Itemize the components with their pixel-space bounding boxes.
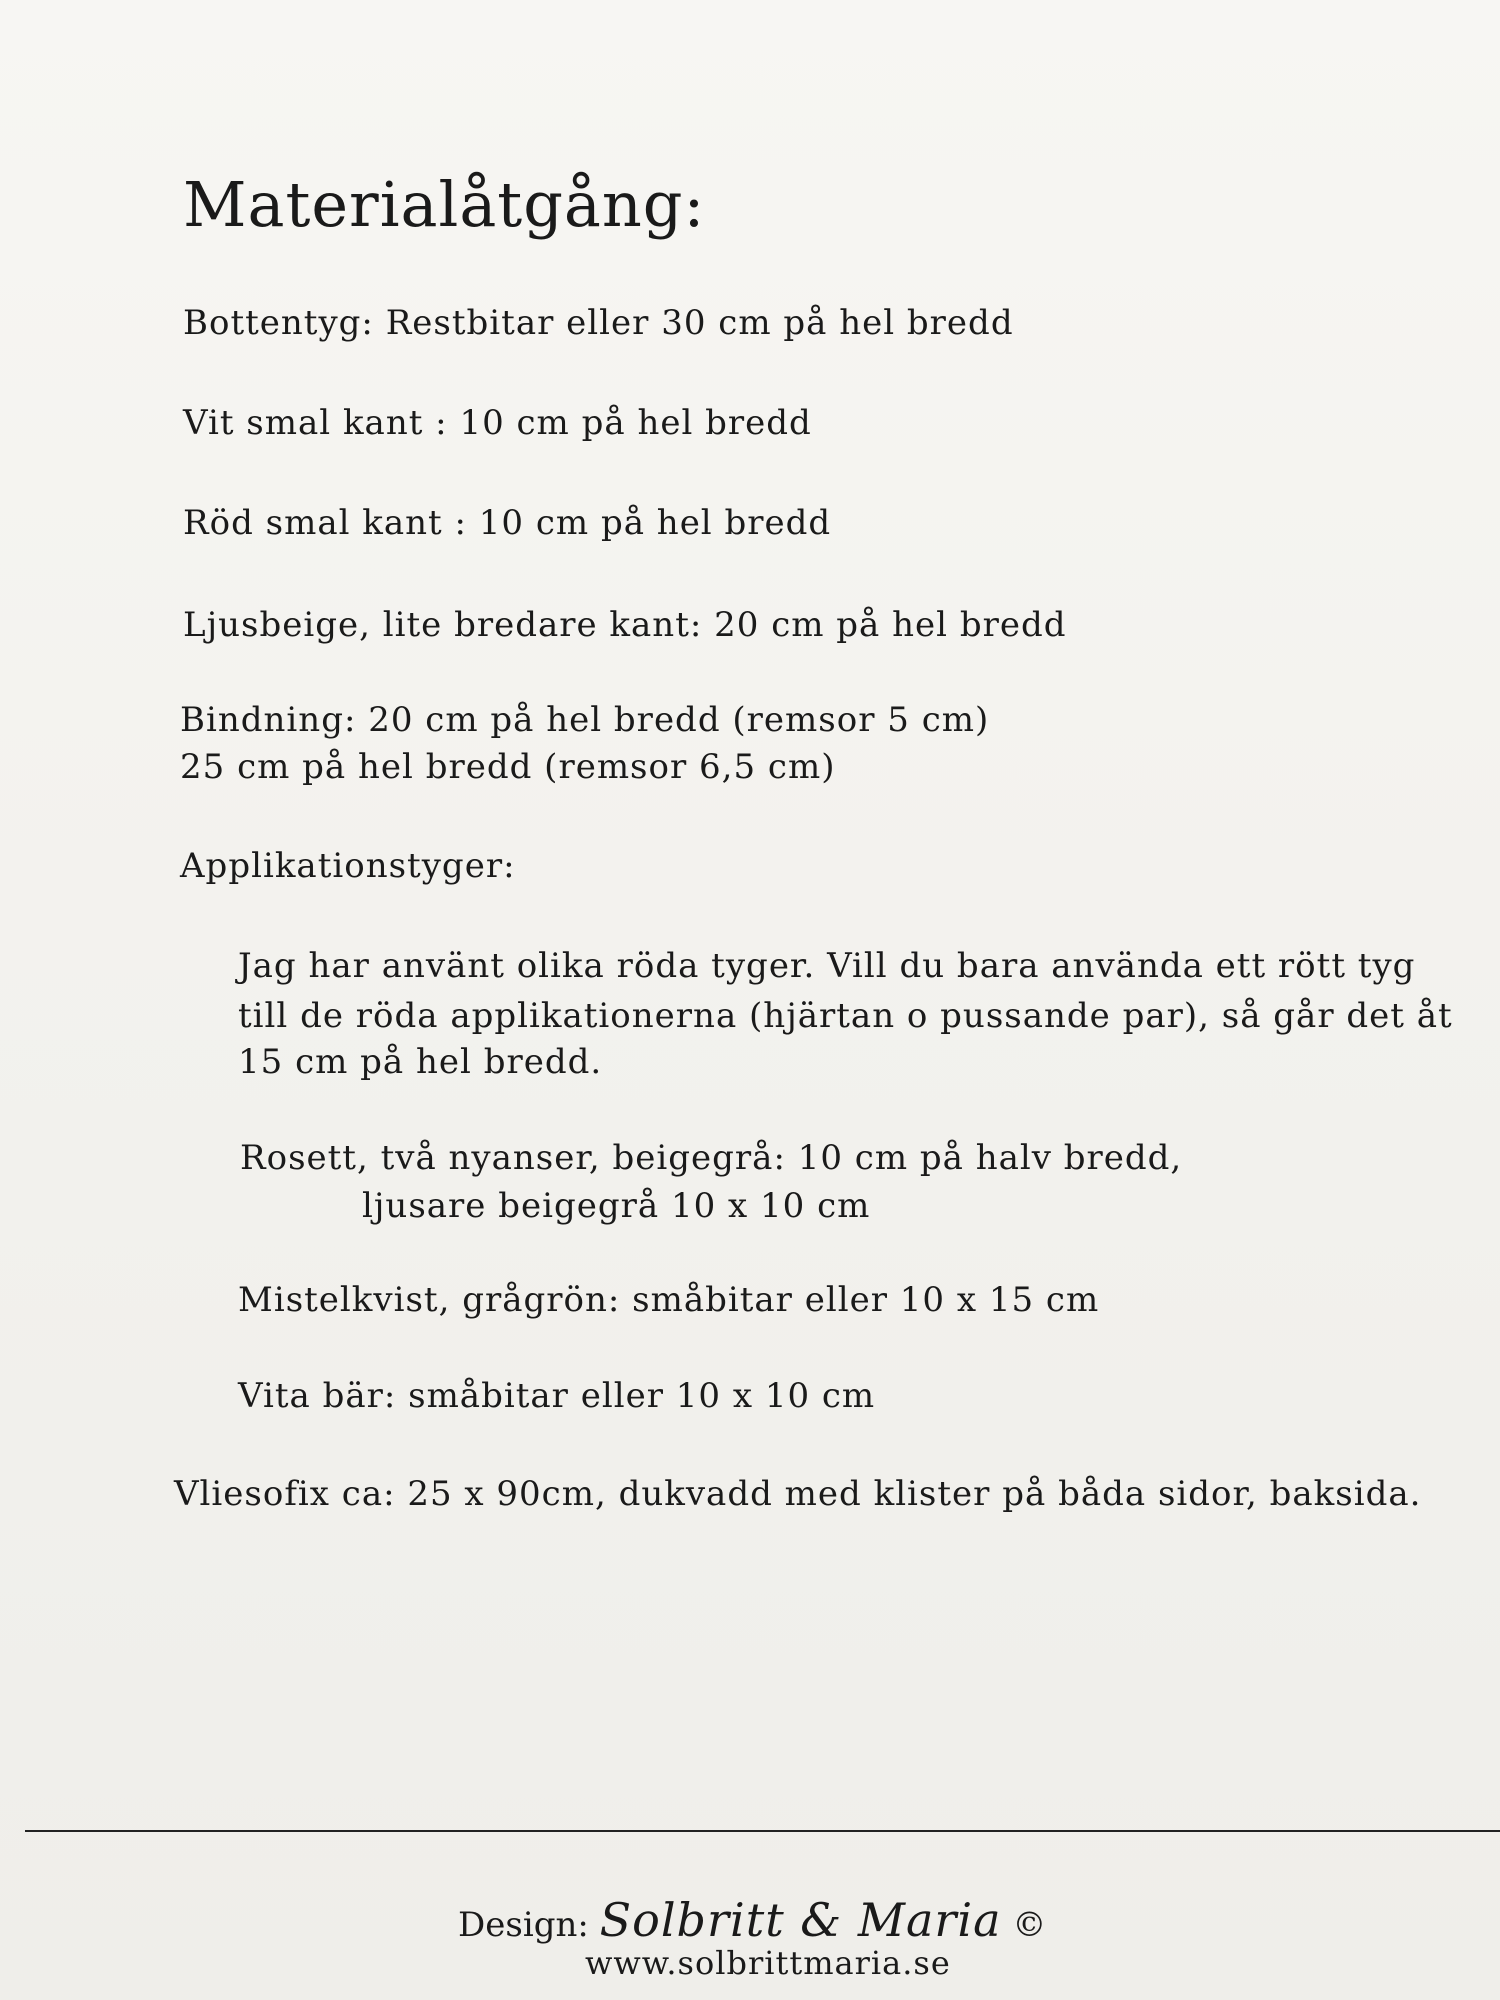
applikation-text-line-3: 15 cm på hel bredd. [238,1042,603,1082]
material-line-vita-bar: Vita bär: småbitar eller 10 x 10 cm [238,1376,876,1416]
copyright-symbol: © [1012,1905,1047,1945]
applikation-text-line-2: till de röda applikationerna (hjärtan o pussande par), så går det åt [238,996,1453,1036]
designer-name: Solbritt & Maria [599,1893,1002,1947]
footer-design-credit [458,1893,1046,1947]
material-line-rosett-ljusare: ljusare beigegrå 10 x 10 cm [362,1186,871,1226]
material-line-vliesofix: Vliesofix ca: 25 x 90cm, dukvadd med klister på båda sidor, baksida. [174,1474,1422,1514]
footer-divider [25,1830,1500,1832]
material-line-rod-kant: Röd smal kant : 10 cm på hel bredd [183,503,832,543]
page-title: Materialåtgång: [183,168,706,241]
material-line-bindning-alt: 25 cm på hel bredd (remsor 6,5 cm) [180,747,836,787]
material-line-vit-kant: Vit smal kant : 10 cm på hel bredd [183,403,812,443]
footer-website-url: www.solbrittmaria.se [585,1944,951,1982]
material-line-ljusbeige: Ljusbeige, lite bredare kant: 20 cm på hel bredd [183,605,1067,645]
design-label: Design: [458,1905,589,1945]
section-heading-applikationstyger: Applikationstyger: [180,846,516,886]
material-line-bottentyg: Bottentyg: Restbitar eller 30 cm på hel bredd [183,303,1014,343]
applikation-text-line-1: Jag har använt olika röda tyger. Vill du bara använda ett rött tyg [238,946,1416,986]
material-line-rosett: Rosett, två nyanser, beigegrå: 10 cm på halv bredd, [240,1138,1183,1178]
material-line-bindning: Bindning: 20 cm på hel bredd (remsor 5 cm) [180,700,990,740]
material-line-mistelkvist: Mistelkvist, grågrön: småbitar eller 10 x 15 cm [238,1280,1100,1320]
